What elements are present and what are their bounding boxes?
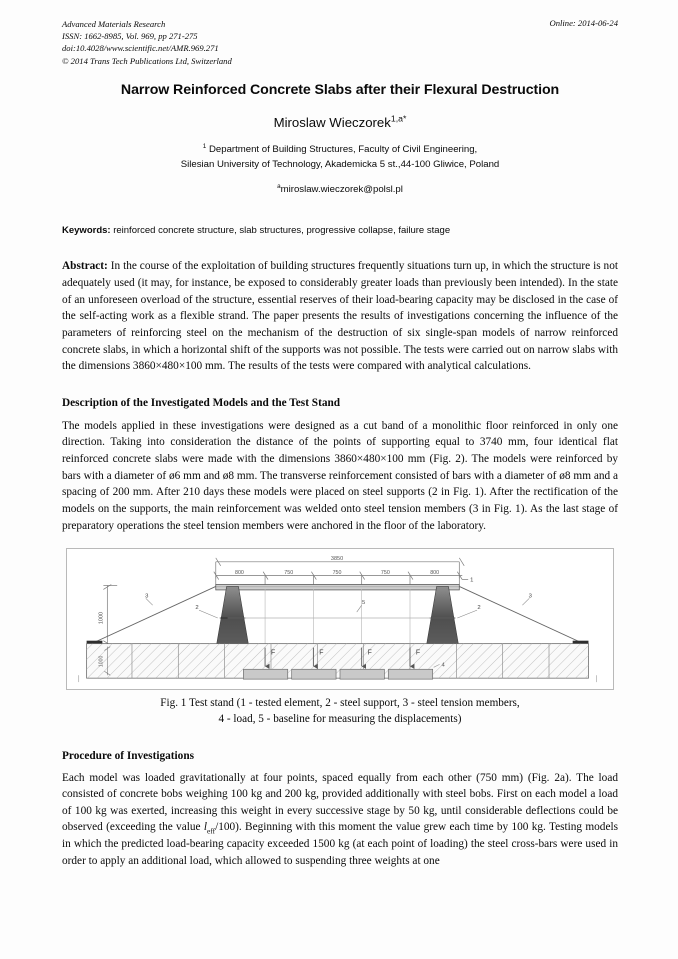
doi-line: doi:10.4028/www.scientific.net/AMR.969.271 — [62, 43, 219, 54]
figure-1-caption-line-2: 4 - load, 5 - baseline for measuring the displacements) — [218, 712, 462, 725]
callout-3-tension-member-right: 3 — [528, 593, 532, 600]
author-affiliation-marker: 1,a* — [390, 113, 407, 124]
segment-dimension-3: 750 — [332, 570, 342, 577]
weight-block-4 — [388, 669, 432, 679]
weight-block-3 — [340, 669, 384, 679]
page-title: Narrow Reinforced Concrete Slabs after their Flexural Destruction — [120, 82, 560, 98]
affiliation-line-2: Silesian University of Technology, Akademicka 5 st.,44-100 Gliwice, Poland — [180, 158, 500, 170]
callout-2-support-right: 2 — [477, 605, 481, 612]
load-label-1: F — [270, 649, 276, 657]
journal-name: Advanced Materials Research — [62, 19, 166, 29]
masthead-left — [62, 18, 618, 67]
callout-2-support-left: 2 — [195, 605, 199, 612]
callout-5-leader — [357, 605, 362, 612]
depth-dimension-label: 1000 — [98, 655, 105, 668]
masthead — [62, 18, 618, 68]
laboratory-floor-hatch — [87, 644, 589, 679]
measuring-posts — [265, 590, 410, 644]
abstract-text: In the course of the exploitation of building structures frequently situations turn up, in which the structure is not adequately used (it may, for instance, be exposed to considerably greater loads than previously been intended). In the state of an unforeseen overload of the structure, essential reserves of their load-bearing capacity may be disclosed in the case of the self-acting work as a flexible strand. The paper presents the results of investigations concerning the influence of the parameters of reinforcing steel on the mechanism of the destruction of six single-span models of narrow reinforced concrete slabs, in which a horizontal shift of the supports was not possible. The tests were carried out on narrow slabs with the dimensions 3860×480×100 mm. The results of the tests were compared with analytical calculations. — [62, 260, 618, 373]
figure-1-caption — [62, 696, 618, 727]
segment-dimension-4: 750 — [380, 570, 390, 577]
section-paragraph-procedure — [62, 770, 618, 870]
keywords-label: Keywords: — [62, 225, 111, 237]
figure-1-test-stand-diagram — [66, 548, 614, 690]
load-label-2: F — [319, 649, 324, 657]
affiliation — [62, 143, 618, 172]
affiliation-marker: 1 — [202, 142, 207, 150]
issn-line: ISSN: 1662-8985, Vol. 969, pp 271-275 — [62, 31, 198, 42]
author-name: Miroslaw Wieczorek — [273, 115, 391, 130]
keywords-value: reinforced concrete structure, slab structures, progressive collapse, failure stage — [110, 225, 451, 237]
abstract — [62, 258, 618, 374]
figure-1-caption-line-1: Fig. 1 Test stand (1 - tested element, 2 - steel support, 3 - steel tension members, — [160, 697, 520, 710]
email-address: miroslaw.wieczorek@polsl.pl — [280, 184, 403, 196]
figure-1-wrapper — [62, 548, 618, 693]
abstract-label: Abstract: — [62, 260, 108, 273]
tested-slab — [216, 585, 460, 590]
callout-1-tested-element: 1 — [470, 577, 474, 584]
online-date: Online: 2014-06-24 — [549, 18, 618, 28]
height-dimension-label: 1000 — [98, 612, 105, 625]
load-label-4: F — [415, 649, 421, 657]
section-heading-procedure: Procedure of Investigations — [62, 749, 194, 762]
load-label-3: F — [367, 649, 372, 657]
symbol-l-eff-subscript: eff — [206, 826, 216, 836]
email-marker: a — [277, 182, 281, 190]
tension-member-right — [459, 587, 583, 644]
affiliation-line-1: Department of Building Structures, Faculty of Civil Engineering, — [206, 144, 478, 155]
procedure-text-part-1: Each model was loaded gravitationally at four points, spaced equally from each other (750 mm) (Fig. 2a). The load consisted of concrete bobs weighing 100 kg and 200 kg, provided additionally with steel bobs. First on each model a load of 100 kg was exerted, increasing this weight in every successive stage by 50 kg, until considerable deflections could be observed (exceeding the value — [62, 771, 618, 834]
callout-4-load: 4 — [441, 662, 445, 669]
symbol-l-eff: l — [203, 821, 207, 834]
section-paragraph-models: The models applied in these investigations were designed as a cut band of a monolithic floor reinforced in only one direction. Taking into consideration the distance of the points of supporting equal to 3740 mm, four identical flat reinforced concrete slabs were made with the dimensions 3860×480×100 mm (Fig. 2). The models were reinforced by bars with a diameter of ø6 mm and ø8 mm. The transverse reinforcement consisted of bars with a diameter of ø8 mm and a spacing of 200 mm. After 210 days these models were placed on steel supports (2 in Fig. 1). After the rectification of the models on the supports, the main reinforcement was welded onto steel tension members (3 in Fig. 1). As the last stage of preparatory operations the steel tension members were anchored in the floor of the laboratory. — [62, 419, 618, 532]
copyright-line: © 2014 Trans Tech Publications Ltd, Switzerland — [62, 55, 232, 66]
test-stand-svg — [67, 549, 613, 689]
callout-5-baseline: 5 — [362, 600, 366, 607]
segment-dimension-1: 800 — [234, 570, 244, 577]
height-dimension-line — [103, 585, 117, 646]
author-email — [62, 184, 618, 195]
author-line — [62, 115, 618, 130]
keywords — [62, 224, 618, 237]
callout-3-leaders — [146, 598, 530, 605]
weight-block-1 — [243, 669, 287, 679]
callout-3-tension-member-left: 3 — [145, 593, 149, 600]
tension-member-left — [92, 587, 216, 644]
segment-dimension-5: 800 — [430, 570, 440, 577]
procedure-text-part-2: /100). Beginning with this moment the value grew each time by 100 kg. Testing models in which the predicted load-bearing capacity exceeded 1500 kg (at each point of loading) the steel cross-bars were used in order to apply an additional load, which allowed to suspending three weights at one — [62, 821, 618, 867]
segment-dimension-2: 750 — [284, 570, 294, 577]
overall-dimension-label: 3850 — [330, 556, 344, 563]
steel-support-right — [427, 587, 459, 644]
weight-block-2 — [292, 669, 336, 679]
page-content — [62, 0, 618, 869]
steel-support-left — [217, 587, 249, 644]
section-heading-models: Description of the Investigated Models and the Test Stand — [62, 396, 341, 409]
